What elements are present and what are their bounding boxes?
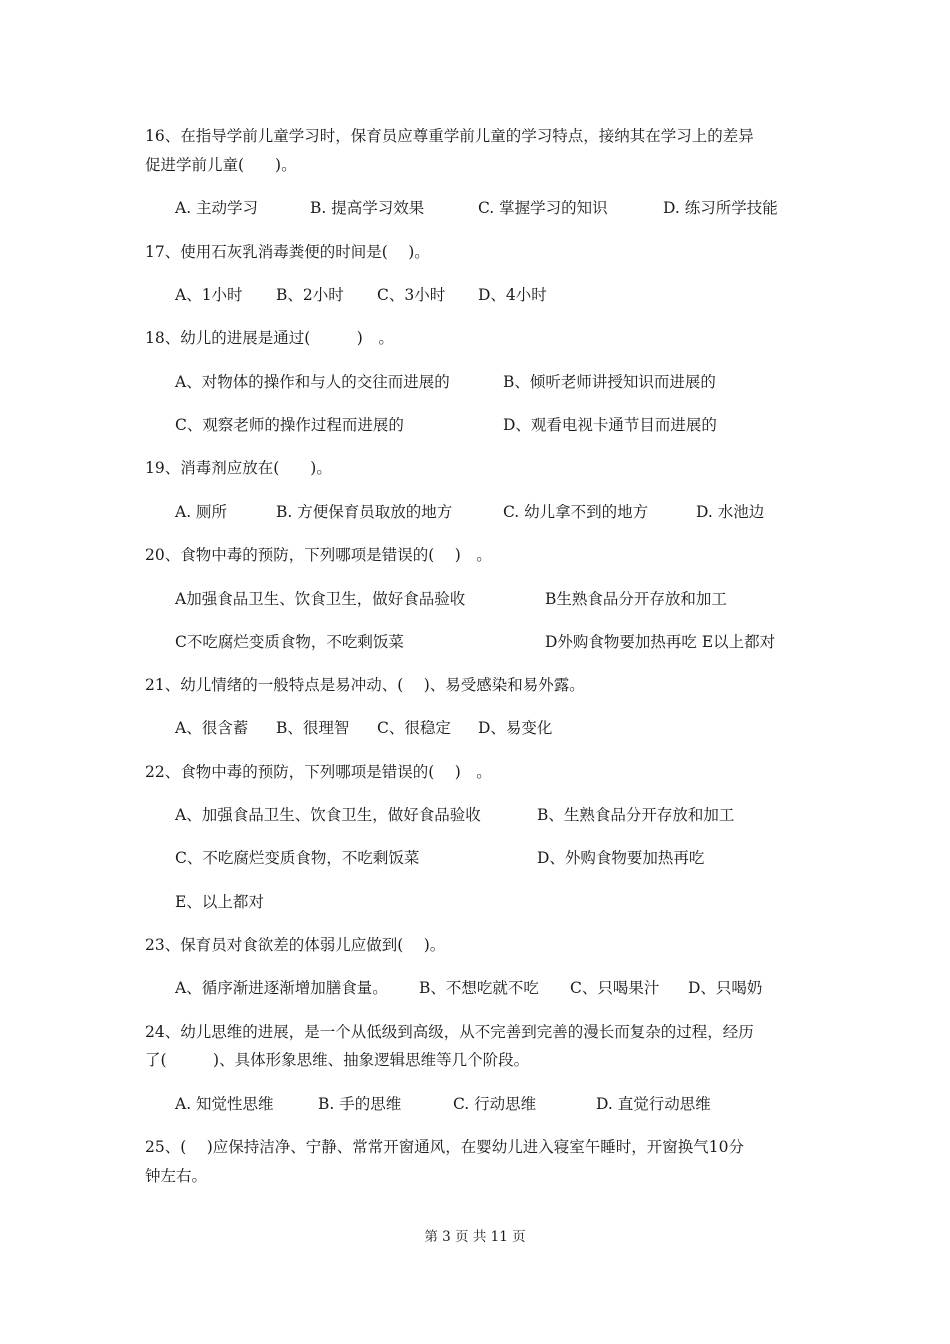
question-22-line-1: 22、食物中毒的预防，下列哪项是错误的( ) 。 xyxy=(145,763,492,781)
question-22-option-c: C、不吃腐烂变质食物，不吃剩饭菜 xyxy=(175,849,420,867)
question-17-option-b: B、2小时 xyxy=(276,286,344,304)
question-18-line-1: 18、幼儿的进展是通过( ) 。 xyxy=(145,329,394,347)
question-25-line-1: 25、( )应保持洁净、宁静、常常开窗通风，在婴幼儿进入寝室午睡时，开窗换气10分 xyxy=(145,1138,744,1156)
question-19-option-c: C. 幼儿拿不到的地方 xyxy=(503,503,649,521)
question-16-line-1: 16、在指导学前儿童学习时，保育员应尊重学前儿童的学习特点，接纳其在学习上的差异 xyxy=(145,127,754,145)
question-23-option-d: D、只喝奶 xyxy=(688,979,763,997)
question-24-option-c: C. 行动思维 xyxy=(453,1095,537,1113)
question-16-line-2: 促进学前儿童( )。 xyxy=(145,156,297,174)
question-19-option-b: B. 方便保育员取放的地方 xyxy=(276,503,453,521)
question-18-option-b: B、倾听老师讲授知识而进展的 xyxy=(503,373,716,391)
question-20-option-a: A加强食品卫生、饮食卫生，做好食品验收 xyxy=(175,590,466,608)
question-21-option-d: D、易变化 xyxy=(478,719,553,737)
question-16-option-a: A. 主动学习 xyxy=(175,199,259,217)
question-16-option-b: B. 提高学习效果 xyxy=(310,199,425,217)
question-18-option-a: A、对物体的操作和与人的交往而进展的 xyxy=(175,373,450,391)
question-20-option-c: C不吃腐烂变质食物，不吃剩饭菜 xyxy=(175,633,404,651)
question-19-option-a: A. 厕所 xyxy=(175,503,228,521)
page-number-footer: 第 3 页 共 11 页 xyxy=(424,1229,526,1245)
question-21-line-1: 21、幼儿情绪的一般特点是易冲动、( )、易受感染和易外露。 xyxy=(145,676,585,694)
question-22-option-e: E、以上都对 xyxy=(175,893,264,911)
question-18-option-d: D、观看电视卡通节目而进展的 xyxy=(503,416,717,434)
question-20-option-b: B生熟食品分开存放和加工 xyxy=(545,590,727,608)
question-22-option-d: D、外购食物要加热再吃 xyxy=(537,849,705,867)
question-16-option-c: C. 掌握学习的知识 xyxy=(478,199,608,217)
question-23-option-c: C、只喝果汁 xyxy=(570,979,660,997)
question-20-option-d: D外购食物要加热再吃 E以上都对 xyxy=(545,633,776,651)
question-17-line-1: 17、使用石灰乳消毒粪便的时间是( )。 xyxy=(145,243,430,261)
question-21-option-a: A、很含蓄 xyxy=(175,719,249,737)
question-20-line-1: 20、食物中毒的预防，下列哪项是错误的( ) 。 xyxy=(145,546,492,564)
question-24-option-b: B. 手的思维 xyxy=(318,1095,402,1113)
question-24-option-a: A. 知觉性思维 xyxy=(175,1095,274,1113)
question-19-line-1: 19、消毒剂应放在( )。 xyxy=(145,459,332,477)
question-17-option-c: C、3小时 xyxy=(377,286,446,304)
question-22-option-b: B、生熟食品分开存放和加工 xyxy=(537,806,735,824)
question-17-option-d: D、4小时 xyxy=(478,286,547,304)
question-23-option-a: A、循序渐进逐渐增加膳食量。 xyxy=(175,979,388,997)
question-18-option-c: C、观察老师的操作过程而进展的 xyxy=(175,416,404,434)
question-24-line-1: 24、幼儿思维的进展，是一个从低级到高级，从不完善到完善的漫长而复杂的过程，经历 xyxy=(145,1023,754,1041)
question-21-option-c: C、很稳定 xyxy=(377,719,451,737)
question-22-option-a: A、加强食品卫生、饮食卫生，做好食品验收 xyxy=(175,806,481,824)
question-23-line-1: 23、保育员对食欲差的体弱儿应做到( )。 xyxy=(145,936,446,954)
question-24-option-d: D. 直觉行动思维 xyxy=(596,1095,711,1113)
question-25-line-2: 钟左右。 xyxy=(145,1167,208,1185)
question-21-option-b: B、很理智 xyxy=(276,719,350,737)
question-17-option-a: A、1小时 xyxy=(175,286,243,304)
question-16-option-d: D. 练习所学技能 xyxy=(663,199,778,217)
question-19-option-d: D. 水池边 xyxy=(696,503,765,521)
question-24-line-2: 了( )、具体形象思维、抽象逻辑思维等几个阶段。 xyxy=(145,1051,530,1069)
question-23-option-b: B、不想吃就不吃 xyxy=(419,979,539,997)
